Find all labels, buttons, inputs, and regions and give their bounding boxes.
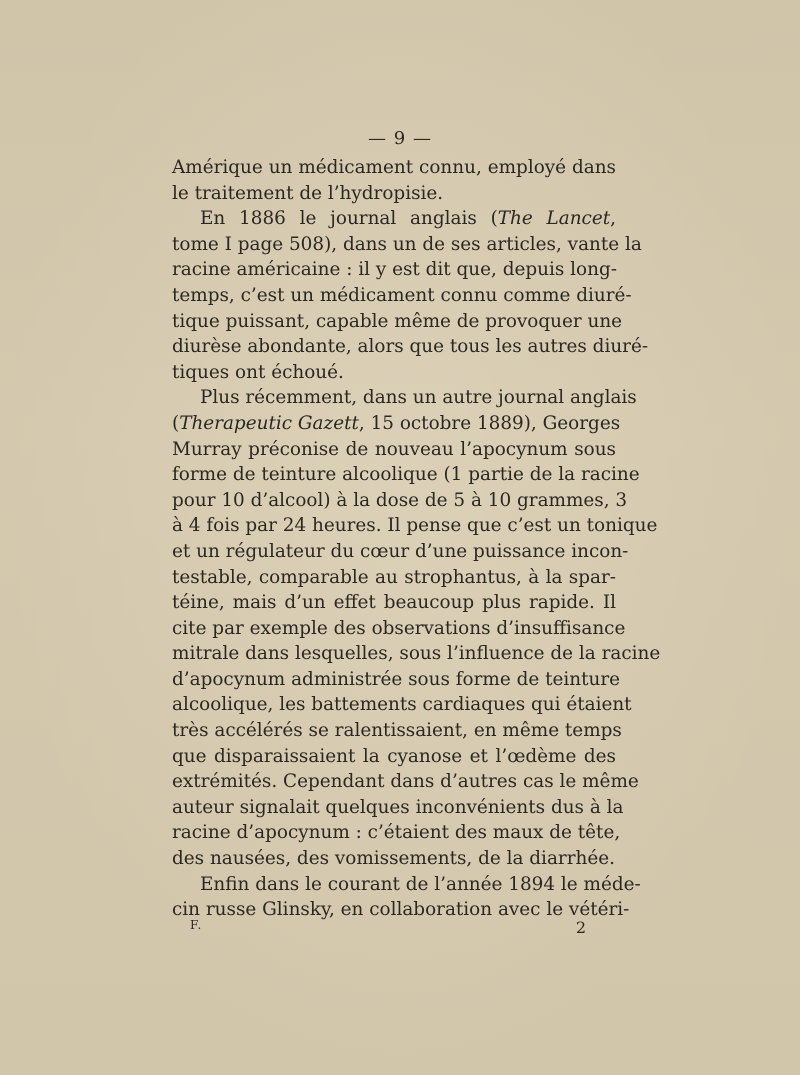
text-line: téine, mais d’un effet beaucoup plus rapide. Il <box>172 592 616 614</box>
text-line: cin russe Glinsky, en collaboration avec le vétéri- <box>172 899 630 921</box>
text-line: extrémités. Cependant dans d’autres cas le même <box>172 771 639 793</box>
text-line: le traitement de l’hydropisie. <box>172 182 444 204</box>
sheet-number: 2 <box>575 918 586 937</box>
text-line: racine américaine : il y est dit que, depuis long- <box>172 259 617 281</box>
text-line: auteur signalait quelques inconvénients dus à la <box>172 796 624 818</box>
text-line: tiques ont échoué. <box>172 361 344 383</box>
text-line: mitrale dans lesquelles, sous l’influence de la racine <box>172 643 661 665</box>
text-line: En 1886 le journal anglais (The Lancet, <box>200 208 616 230</box>
text-line: forme de teinture alcoolique (1 partie de la racine <box>172 464 640 486</box>
text-line: tome I page 508), dans un de ses articles, vante la <box>172 233 642 255</box>
text-line: et un régulateur du cœur d’une puissance incon- <box>172 540 629 562</box>
text-line: temps, c’est un médicament connu comme diuré- <box>172 284 632 306</box>
text-line: tique puissant, capable même de provoquer une <box>172 310 623 332</box>
text-line: diurèse abondante, alors que tous les autres diuré- <box>172 336 649 358</box>
body-text <box>172 155 661 923</box>
text-line: pour 10 d’alcool) à la dose de 5 à 10 grammes, 3 <box>172 489 628 511</box>
text-line: alcoolique, les battements cardiaques qui étaient <box>172 694 632 716</box>
text-line: très accélérés se ralentissaient, en même temps <box>172 720 622 742</box>
page-footer <box>172 918 616 938</box>
signature-mark: F. <box>190 918 203 932</box>
text-line: racine d’apocynum : c’étaient des maux de tête, <box>172 822 621 844</box>
text-line: Murray préconise de nouveau l’apocynum sous <box>172 438 616 460</box>
text-line: Enfin dans le courant de l’année 1894 le méde- <box>200 873 641 895</box>
text-line: cite par exemple des observations d’insuffisance <box>172 617 626 639</box>
text-line: des nausées, des vomissements, de la diarrhée. <box>172 848 615 870</box>
text-line: Amérique un médicament connu, employé dans <box>172 157 616 178</box>
text-line: Plus récemment, dans un autre journal anglais <box>200 387 637 409</box>
text-line: (Therapeutic Gazett, 15 octobre 1889), Georges <box>172 412 621 434</box>
text-line: d’apocynum administrée sous forme de teinture <box>172 668 620 690</box>
page-number: — 9 — <box>368 128 432 149</box>
text-line: testable, comparable au strophantus, à la spar- <box>172 566 616 588</box>
text-line: que disparaissaient la cyanose et l’œdème des <box>172 745 616 767</box>
text-line: à 4 fois par 24 heures. Il pense que c’est un tonique <box>172 515 658 537</box>
